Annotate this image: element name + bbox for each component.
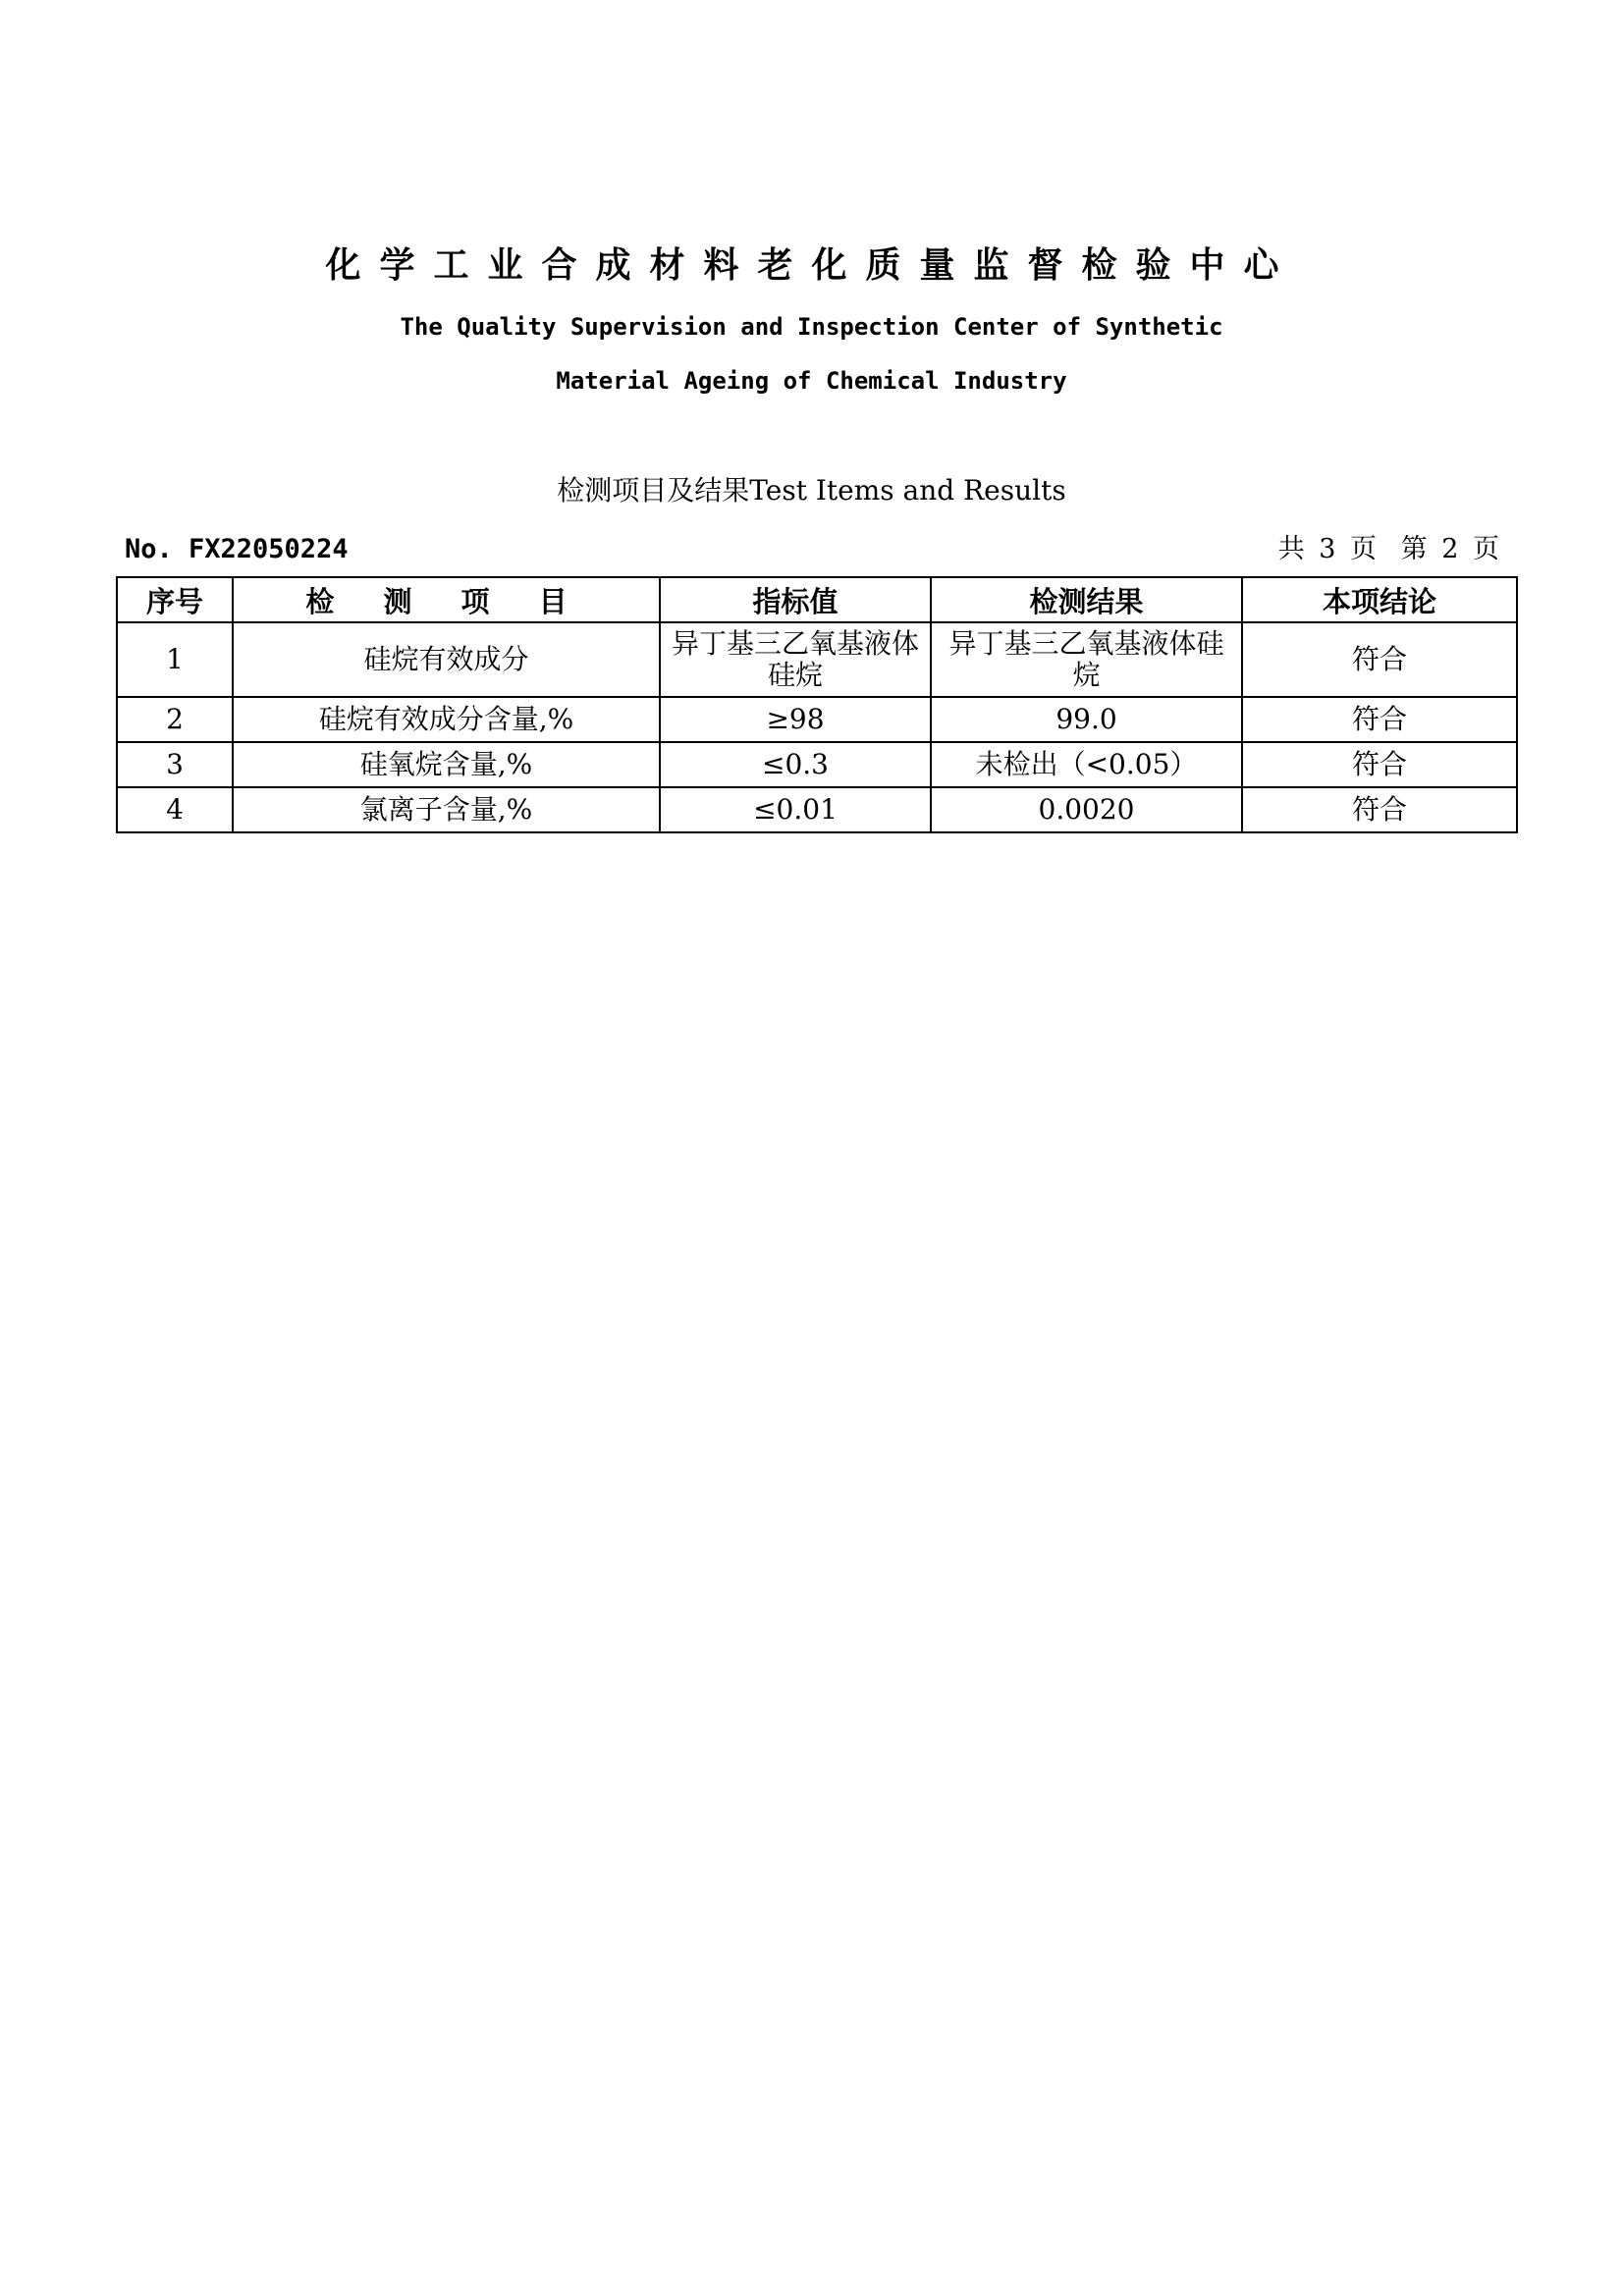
cell-spec: ≤0.3	[660, 742, 931, 787]
table-row	[117, 742, 1517, 787]
cell-conclusion: 符合	[1242, 787, 1517, 832]
org-title-english-line2: Material Ageing of Chemical Industry	[556, 367, 1067, 395]
cell-no: 3	[117, 742, 233, 787]
cell-item: 氯离子含量,%	[233, 787, 660, 832]
table-header-row	[117, 577, 1517, 622]
section-title: 检测项目及结果Test Items and Results	[557, 474, 1066, 507]
table-row	[117, 622, 1517, 697]
cell-no: 4	[117, 787, 233, 832]
table-row	[117, 787, 1517, 832]
cell-no: 2	[117, 697, 233, 742]
page-total: 共 3 页	[1277, 534, 1378, 564]
cell-result: 0.0020	[931, 787, 1242, 832]
cell-result: 异丁基三乙氧基液体硅烷	[931, 622, 1242, 697]
cell-conclusion: 符合	[1242, 697, 1517, 742]
org-title-chinese: 化学工业合成材料老化质量监督检验中心	[325, 245, 1298, 286]
results-table	[116, 576, 1518, 833]
header-result: 检测结果	[931, 577, 1242, 622]
header-conclusion: 本项结论	[1242, 577, 1517, 622]
org-title-english-line1: The Quality Supervision and Inspection Center of Synthetic	[400, 313, 1223, 341]
header-spec: 指标值	[660, 577, 931, 622]
cell-spec: 异丁基三乙氧基液体硅烷	[660, 622, 931, 697]
cell-spec: ≤0.01	[660, 787, 931, 832]
cell-conclusion: 符合	[1242, 622, 1517, 697]
cell-result: 99.0	[931, 697, 1242, 742]
cell-no: 1	[117, 622, 233, 697]
page-info	[1269, 533, 1499, 566]
cell-item: 硅氧烷含量,%	[233, 742, 660, 787]
table-row	[117, 697, 1517, 742]
cell-item: 硅烷有效成分	[233, 622, 660, 697]
cell-item: 硅烷有效成分含量,%	[233, 697, 660, 742]
cell-spec: ≥98	[660, 697, 931, 742]
report-number: No. FX22050224	[125, 534, 349, 564]
header-item: 检 测 项 目	[233, 577, 660, 622]
page-current: 第 2 页	[1400, 534, 1499, 564]
cell-conclusion: 符合	[1242, 742, 1517, 787]
cell-result: 未检出（<0.05）	[931, 742, 1242, 787]
header-no: 序号	[117, 577, 233, 622]
